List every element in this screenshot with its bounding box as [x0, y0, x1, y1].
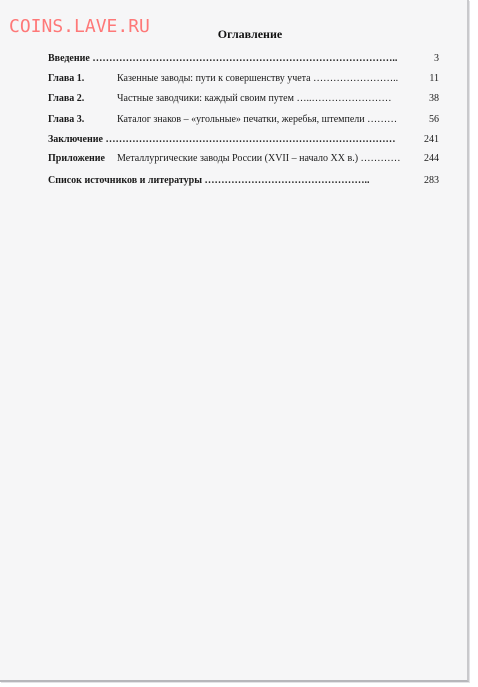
watermark-text: COINS.LAVE.RU: [9, 16, 150, 37]
toc-entry-label: Приложение: [48, 153, 105, 164]
toc-heading: Оглавление: [217, 27, 283, 41]
toc-entry-introduction: [48, 52, 439, 66]
toc-entry-title: Список источников и литературы …………………………………………..: [48, 175, 370, 186]
toc-entry-label: Глава 3.: [48, 114, 85, 125]
toc-entry-page: 56: [429, 114, 439, 125]
toc-entry-page: 38: [429, 93, 439, 104]
toc-entry-title: Введение ………………………………………………………………………………..: [48, 53, 398, 64]
toc-entry-page: 244: [424, 153, 439, 164]
toc-entry-page: 11: [429, 73, 439, 84]
toc-entry-appendix: [48, 152, 439, 166]
toc-entry-title: Казенные заводы: пути к совершенству учета ……………………..: [117, 73, 399, 84]
toc-entry-label: Глава 1.: [48, 73, 85, 84]
toc-entry-chapter-1: [48, 72, 439, 86]
toc-entry-page: 241: [424, 134, 439, 145]
toc-entry-bibliography: [48, 174, 439, 188]
toc-entry-chapter-2: [48, 92, 439, 106]
toc-entry-page: 3: [434, 53, 439, 64]
toc-entry-label: Глава 2.: [48, 93, 85, 104]
toc-entry-conclusion: [48, 133, 439, 147]
toc-entry-title: Каталог знаков – «угольные» печатки, жеребья, штемпели ………: [117, 114, 398, 125]
toc-entry-title: Металлургические заводы России (XVII – начало XX в.) …………: [117, 153, 401, 164]
toc-entry-title: Заключение ……………………………………………………………………………: [48, 134, 396, 145]
toc-entry-chapter-3: [48, 113, 439, 127]
toc-entry-page: 283: [424, 175, 439, 186]
toc-entry-title: Частные заводчики: каждый своим путем …..……………………: [117, 93, 392, 104]
